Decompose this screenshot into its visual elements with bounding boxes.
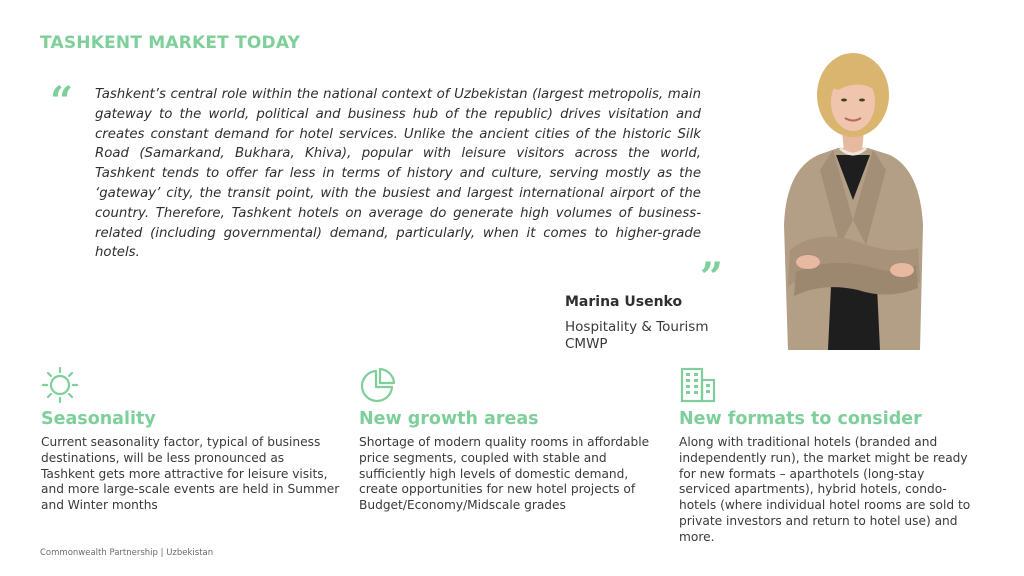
growth-areas-section: [359, 366, 659, 514]
author-role: [565, 319, 765, 353]
building-icon: [679, 366, 717, 404]
new-formats-body: Along with traditional hotels (branded and independently run), the market might be ready for new formats – aparthotels (long-stay serviced apartments), hybrid hotels, condo-hotels (where individual hotel rooms are sold to private investors and return to hotel use) and more.: [679, 435, 971, 544]
pie-chart-icon: [359, 366, 397, 404]
author-portrait: [778, 50, 928, 350]
page-title: TASHKENT MARKET TODAY: [40, 33, 301, 53]
open-quote-icon: “: [50, 78, 74, 125]
author-role-line1: Hospitality & Tourism: [565, 319, 709, 335]
seasonality-section: [41, 366, 341, 514]
author-name: Marina Usenko: [565, 294, 683, 310]
author-role-line2: CMWP: [565, 336, 608, 352]
close-quote-icon: ”: [700, 254, 724, 301]
seasonality-body: Current seasonality factor, typical of business destinations, will be less pronounced as Tashkent gets more attractive for leisure visits, and more large-scale events are held in Summer and Winter months: [41, 435, 340, 513]
new-formats-heading: New formats to consider: [679, 409, 922, 429]
footer-text: Commonwealth Partnership | Uzbekistan: [40, 548, 214, 558]
sun-icon: [41, 366, 79, 404]
growth-areas-body: Shortage of modern quality rooms in affordable price segments, coupled with stable and sufficiently high levels of domestic demand, create opportunities for new hotel projects of Budget/Economy/Midscale grades: [359, 435, 650, 513]
growth-areas-heading: New growth areas: [359, 409, 539, 429]
quote-text: Tashkent’s central role within the national context of Uzbekistan (largest metropolis, main gateway to the world, political and business hub of the republic) drives visitation and creates constant demand for hotel services. Unlike the ancient cities of the historic Silk Road (Samarkand, Bukhara, Khiva), popular with leisure visitors across the world, Tashkent tends to offer far less in terms of history and culture, serving mostly as the ‘gateway’ city, the transit point, with the busiest and largest international airport of the country. Therefore, Tashkent hotels on average do generate high volumes of business-related (including governmental) demand, particularly, when it comes to higher-grade hotels.: [95, 87, 701, 261]
seasonality-heading: Seasonality: [41, 409, 156, 429]
new-formats-section: [679, 366, 979, 546]
